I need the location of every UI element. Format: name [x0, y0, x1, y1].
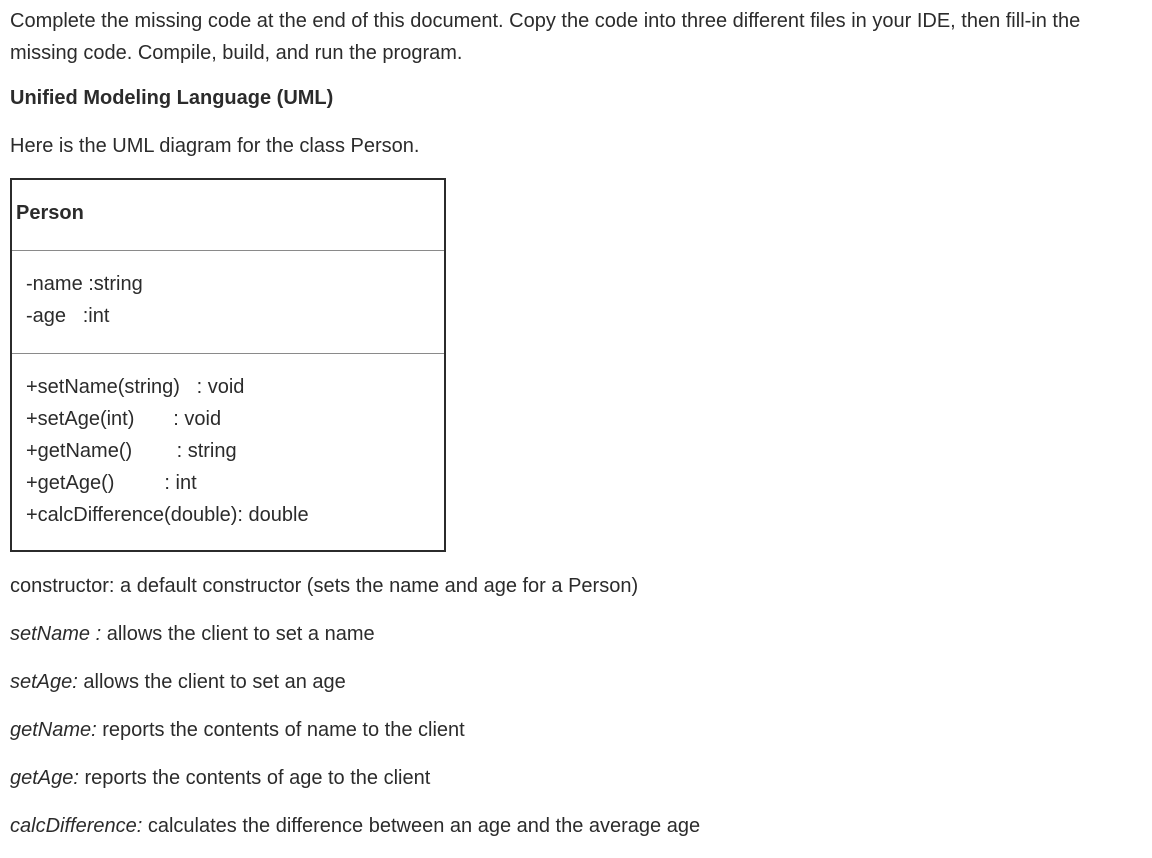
uml-attributes-compartment [12, 251, 444, 354]
uml-method: +setName(string) : void [26, 376, 245, 398]
uml-method: +setAge(int) : void [26, 408, 222, 430]
description-constructor [10, 572, 638, 600]
uml-method: +getName() : string [26, 440, 237, 462]
description-term: setAge: [10, 671, 78, 693]
description-term: calcDifference: [10, 815, 143, 837]
description-term: constructor: [10, 575, 115, 597]
description-getage [10, 764, 430, 792]
document-page [10, 0, 1145, 837]
description-term: setName : [10, 623, 102, 645]
section-heading: Unified Modeling Language (UML) [10, 87, 334, 109]
uml-intro-text: Here is the UML diagram for the class Person. [10, 135, 420, 157]
uml-class-diagram [10, 178, 446, 552]
description-text: reports the contents of age to the client [78, 767, 431, 789]
uml-attribute: -name :string [26, 273, 143, 295]
description-calcdifference [10, 812, 700, 840]
uml-class-name-compartment [12, 180, 444, 251]
uml-class-name: Person [16, 202, 84, 224]
uml-method: +calcDifference(double): double [26, 504, 309, 526]
description-setage [10, 668, 346, 696]
description-text: a default constructor (sets the name and age for a Person) [114, 575, 639, 597]
description-text: allows the client to set a name [101, 623, 375, 645]
uml-method: +getAge() : int [26, 472, 197, 494]
intro-paragraph: Complete the missing code at the end of this document. Copy the code into three different files in your IDE, then fill-in the missing code. Compile, build, and run the program. [10, 10, 1081, 64]
description-setname [10, 620, 375, 648]
description-text: calculates the difference between an age and the average age [142, 815, 701, 837]
description-term: getAge: [10, 767, 79, 789]
uml-attribute: -age :int [26, 305, 110, 327]
description-term: getName: [10, 719, 97, 741]
description-text: reports the contents of name to the client [96, 719, 465, 741]
description-text: allows the client to set an age [77, 671, 346, 693]
description-getname [10, 716, 465, 744]
